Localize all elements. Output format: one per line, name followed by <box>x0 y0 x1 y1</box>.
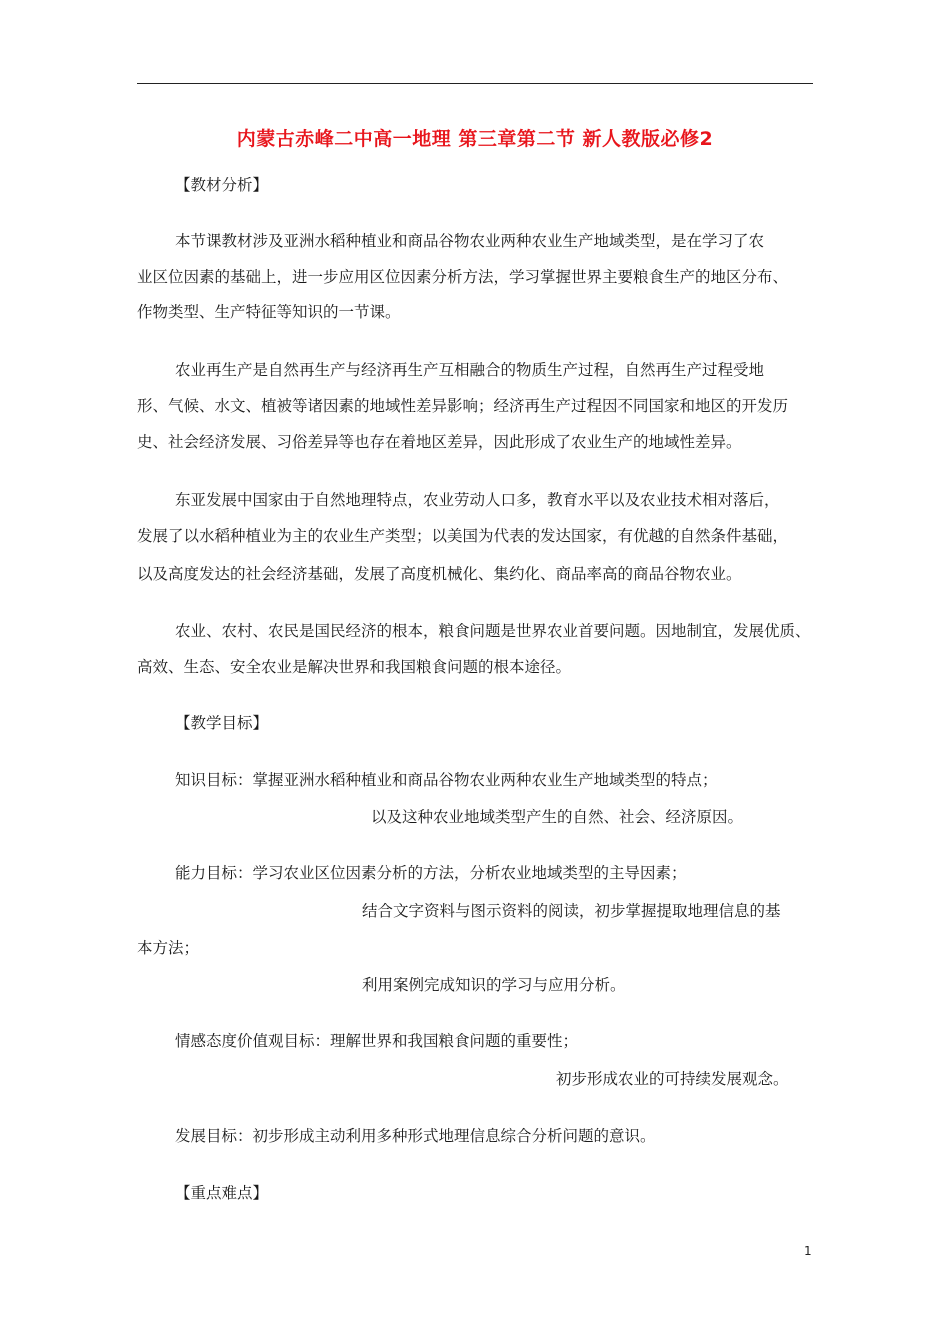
header-rule <box>137 83 813 84</box>
ability-goal-line: 结合文字资料与图示资料的阅读，初步掌握提取地理信息的基 <box>362 902 781 920</box>
section-heading-goals: 【教学目标】 <box>175 714 269 732</box>
section-heading-key-points: 【重点难点】 <box>175 1184 269 1202</box>
document-title: 内蒙古赤峰二中高一地理 第三章第二节 新人教版必修2 <box>236 128 714 150</box>
ability-goal-line: 本方法； <box>137 939 200 957</box>
emotion-goal-line: 初步形成农业的可持续发展观念。 <box>556 1070 789 1088</box>
paragraph-line: 作物类型、生产特征等知识的一节课。 <box>137 303 401 321</box>
paragraph-line: 业区位因素的基础上，进一步应用区位因素分析方法，学习掌握世界主要粮食生产的地区分布、 <box>137 268 789 286</box>
paragraph-line: 东亚发展中国家由于自然地理特点，农业劳动人口多，教育水平以及农业技术相对落后， <box>175 491 780 509</box>
knowledge-goal-line: 以及这种农业地域类型产生的自然、社会、经济原因。 <box>371 808 744 826</box>
development-goal-line: 发展目标：初步形成主动利用多种形式地理信息综合分析问题的意识。 <box>175 1127 656 1145</box>
paragraph-line: 农业、农村、农民是国民经济的根本，粮食问题是世界农业首要问题。因地制宜，发展优质、 <box>175 622 811 640</box>
ability-goal-line: 能力目标：学习农业区位因素分析的方法，分析农业地域类型的主导因素； <box>175 864 687 882</box>
knowledge-goal-line: 知识目标：掌握亚洲水稻种植业和商品谷物农业两种农业生产地域类型的特点； <box>175 771 718 789</box>
paragraph-line: 本节课教材涉及亚洲水稻种植业和商品谷物农业两种农业生产地域类型，是在学习了农 <box>175 232 765 250</box>
ability-goal-line: 利用案例完成知识的学习与应用分析。 <box>362 976 626 994</box>
paragraph-line: 形、气候、水文、植被等诸因素的地域性差异影响；经济再生产过程因不同国家和地区的开发历 <box>137 397 789 415</box>
section-heading-analysis: 【教材分析】 <box>175 176 269 194</box>
paragraph-line: 农业再生产是自然再生产与经济再生产互相融合的物质生产过程，自然再生产过程受地 <box>175 361 765 379</box>
paragraph-line: 发展了以水稻种植业为主的农业生产类型；以美国为代表的发达国家，有优越的自然条件基础， <box>137 527 789 545</box>
emotion-goal-line: 情感态度价值观目标：理解世界和我国粮食问题的重要性； <box>175 1032 579 1050</box>
paragraph-line: 以及高度发达的社会经济基础，发展了高度机械化、集约化、商品率高的商品谷物农业。 <box>137 565 742 583</box>
paragraph-line: 高效、生态、安全农业是解决世界和我国粮食问题的根本途径。 <box>137 658 572 676</box>
page-number: 1 <box>804 1244 812 1258</box>
paragraph-line: 史、社会经济发展、习俗差异等也存在着地区差异，因此形成了农业生产的地域性差异。 <box>137 433 742 451</box>
